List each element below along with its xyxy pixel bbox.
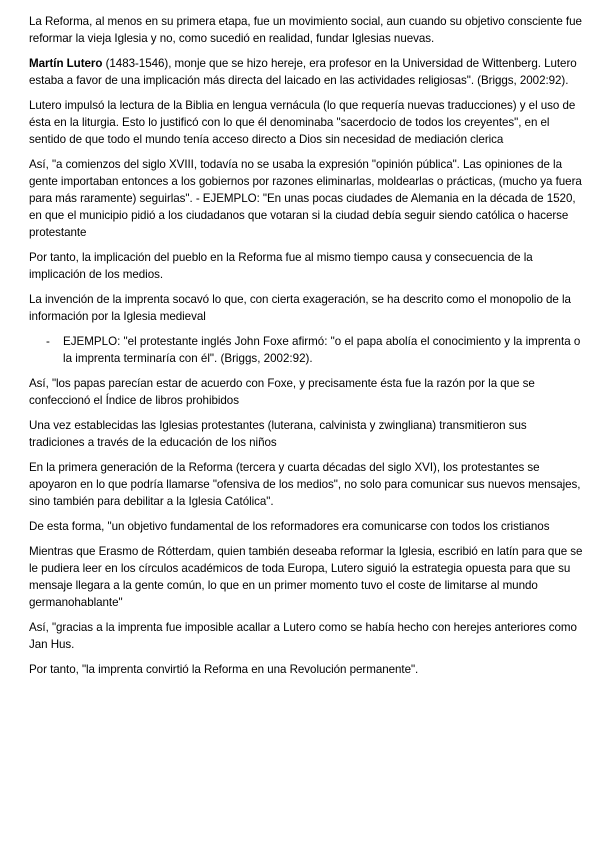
paragraph-text: La Reforma, al menos en su primera etapa, fue un movimiento social, aun cuando su objetivo consciente fue reformar la vieja Iglesia y no, como sucedió en realidad, fundar Iglesias nuevas. (29, 15, 582, 45)
paragraph-opinion-publica (29, 156, 585, 241)
paragraph-text: Una vez establecidas las Iglesias protestantes (luterana, calvinista y zwingliana) transmitieron sus tradiciones a través de la educación de los niños (29, 419, 527, 449)
paragraph-text: Mientras que Erasmo de Rótterdam, quien también deseaba reformar la Iglesia, escribió en latín para que se le pudiera leer en los círculos académicos de toda Europa, Lutero siguió la estrategia opuesta para que su mensaje llegara a la gente común, lo que en un primer momento tuvo el coste de limitarse al mundo germanohablante" (29, 545, 583, 609)
paragraph-text: Así, "gracias a la imprenta fue imposible acallar a Lutero como se había hecho con herejes anteriores como Jan Hus. (29, 621, 577, 651)
paragraph-text: La invención de la imprenta socavó lo que, con cierta exageración, se ha descrito como el monopolio de la información por la Iglesia medieval (29, 293, 571, 323)
paragraph-invencion-imprenta (29, 291, 585, 325)
paragraph-text: En la primera generación de la Reforma (tercera y cuarta décadas del siglo XVI), los protestantes se apoyaron en lo que podría llamarse "ofensiva de los medios", no solo para comunicar sus nuevos mensajes, sino también para debilitar a la Iglesia Católica". (29, 461, 581, 508)
paragraph-revolucion-permanente (29, 661, 585, 678)
paragraph-lectura-biblia (29, 97, 585, 148)
paragraph-text: Lutero impulsó la lectura de la Biblia en lengua vernácula (lo que requería nuevas traducciones) y el uso de ésta en la liturgia. Esto lo justificó con lo que él denominaba "sacerdocio de todos los creyentes", en el sentido de que todo el mundo tenía acceso directo a Dios sin necesidad de mediación clerica (29, 99, 576, 146)
paragraph-erasmo (29, 543, 585, 611)
paragraph-iglesias-protestantes (29, 417, 585, 451)
paragraph-implicacion-pueblo (29, 249, 585, 283)
paragraph-martin-lutero (29, 55, 585, 89)
bullet-item-foxe (29, 333, 585, 367)
paragraph-text: (1483-1546), monje que se hizo hereje, era profesor en la Universidad de Wittenberg. Lutero estaba a favor de una implicación más directa del laicado en las actividades religiosas". (Briggs, 2002:92). (29, 57, 577, 87)
paragraph-text: Por tanto, "la imprenta convirtió la Reforma en una Revolución permanente". (29, 663, 419, 676)
paragraph-objetivo-reformadores (29, 518, 585, 535)
paragraph-papas-foxe (29, 375, 585, 409)
paragraph-acallar-lutero (29, 619, 585, 653)
paragraph-primera-generacion (29, 459, 585, 510)
paragraph-reforma-intro (29, 13, 585, 47)
paragraph-bold-name: Martín Lutero (29, 57, 103, 70)
bullet-text: EJEMPLO: "el protestante inglés John Foxe afirmó: "o el papa abolía el conocimiento y la imprenta o la imprenta terminaría con él". (Briggs, 2002:92). (63, 335, 581, 365)
paragraph-text: De esta forma, "un objetivo fundamental de los reformadores era comunicarse con todos los cristianos (29, 520, 550, 533)
bullet-marker: - (46, 335, 50, 348)
paragraph-text: Así, "los papas parecían estar de acuerdo con Foxe, y precisamente ésta fue la razón por la que se confeccionó el Índice de libros prohibidos (29, 377, 535, 407)
paragraph-text: Por tanto, la implicación del pueblo en la Reforma fue al mismo tiempo causa y consecuencia de la implicación de los medios. (29, 251, 533, 281)
paragraph-text: Así, "a comienzos del siglo XVIII, todavía no se usaba la expresión "opinión pública". Las opiniones de la gente importaban entonces a los gobiernos por razones eliminarlas, moldearlas o prácticas, (mucho ya fuera para más raramente) seguirlas". - EJEMPLO: "En unas pocas ciudades de Alemania en la década de 1520, en que el municipio pidió a los ciudadanos que votaran si la ciudad debía seguir siendo católica o hacerse protestante (29, 158, 582, 239)
